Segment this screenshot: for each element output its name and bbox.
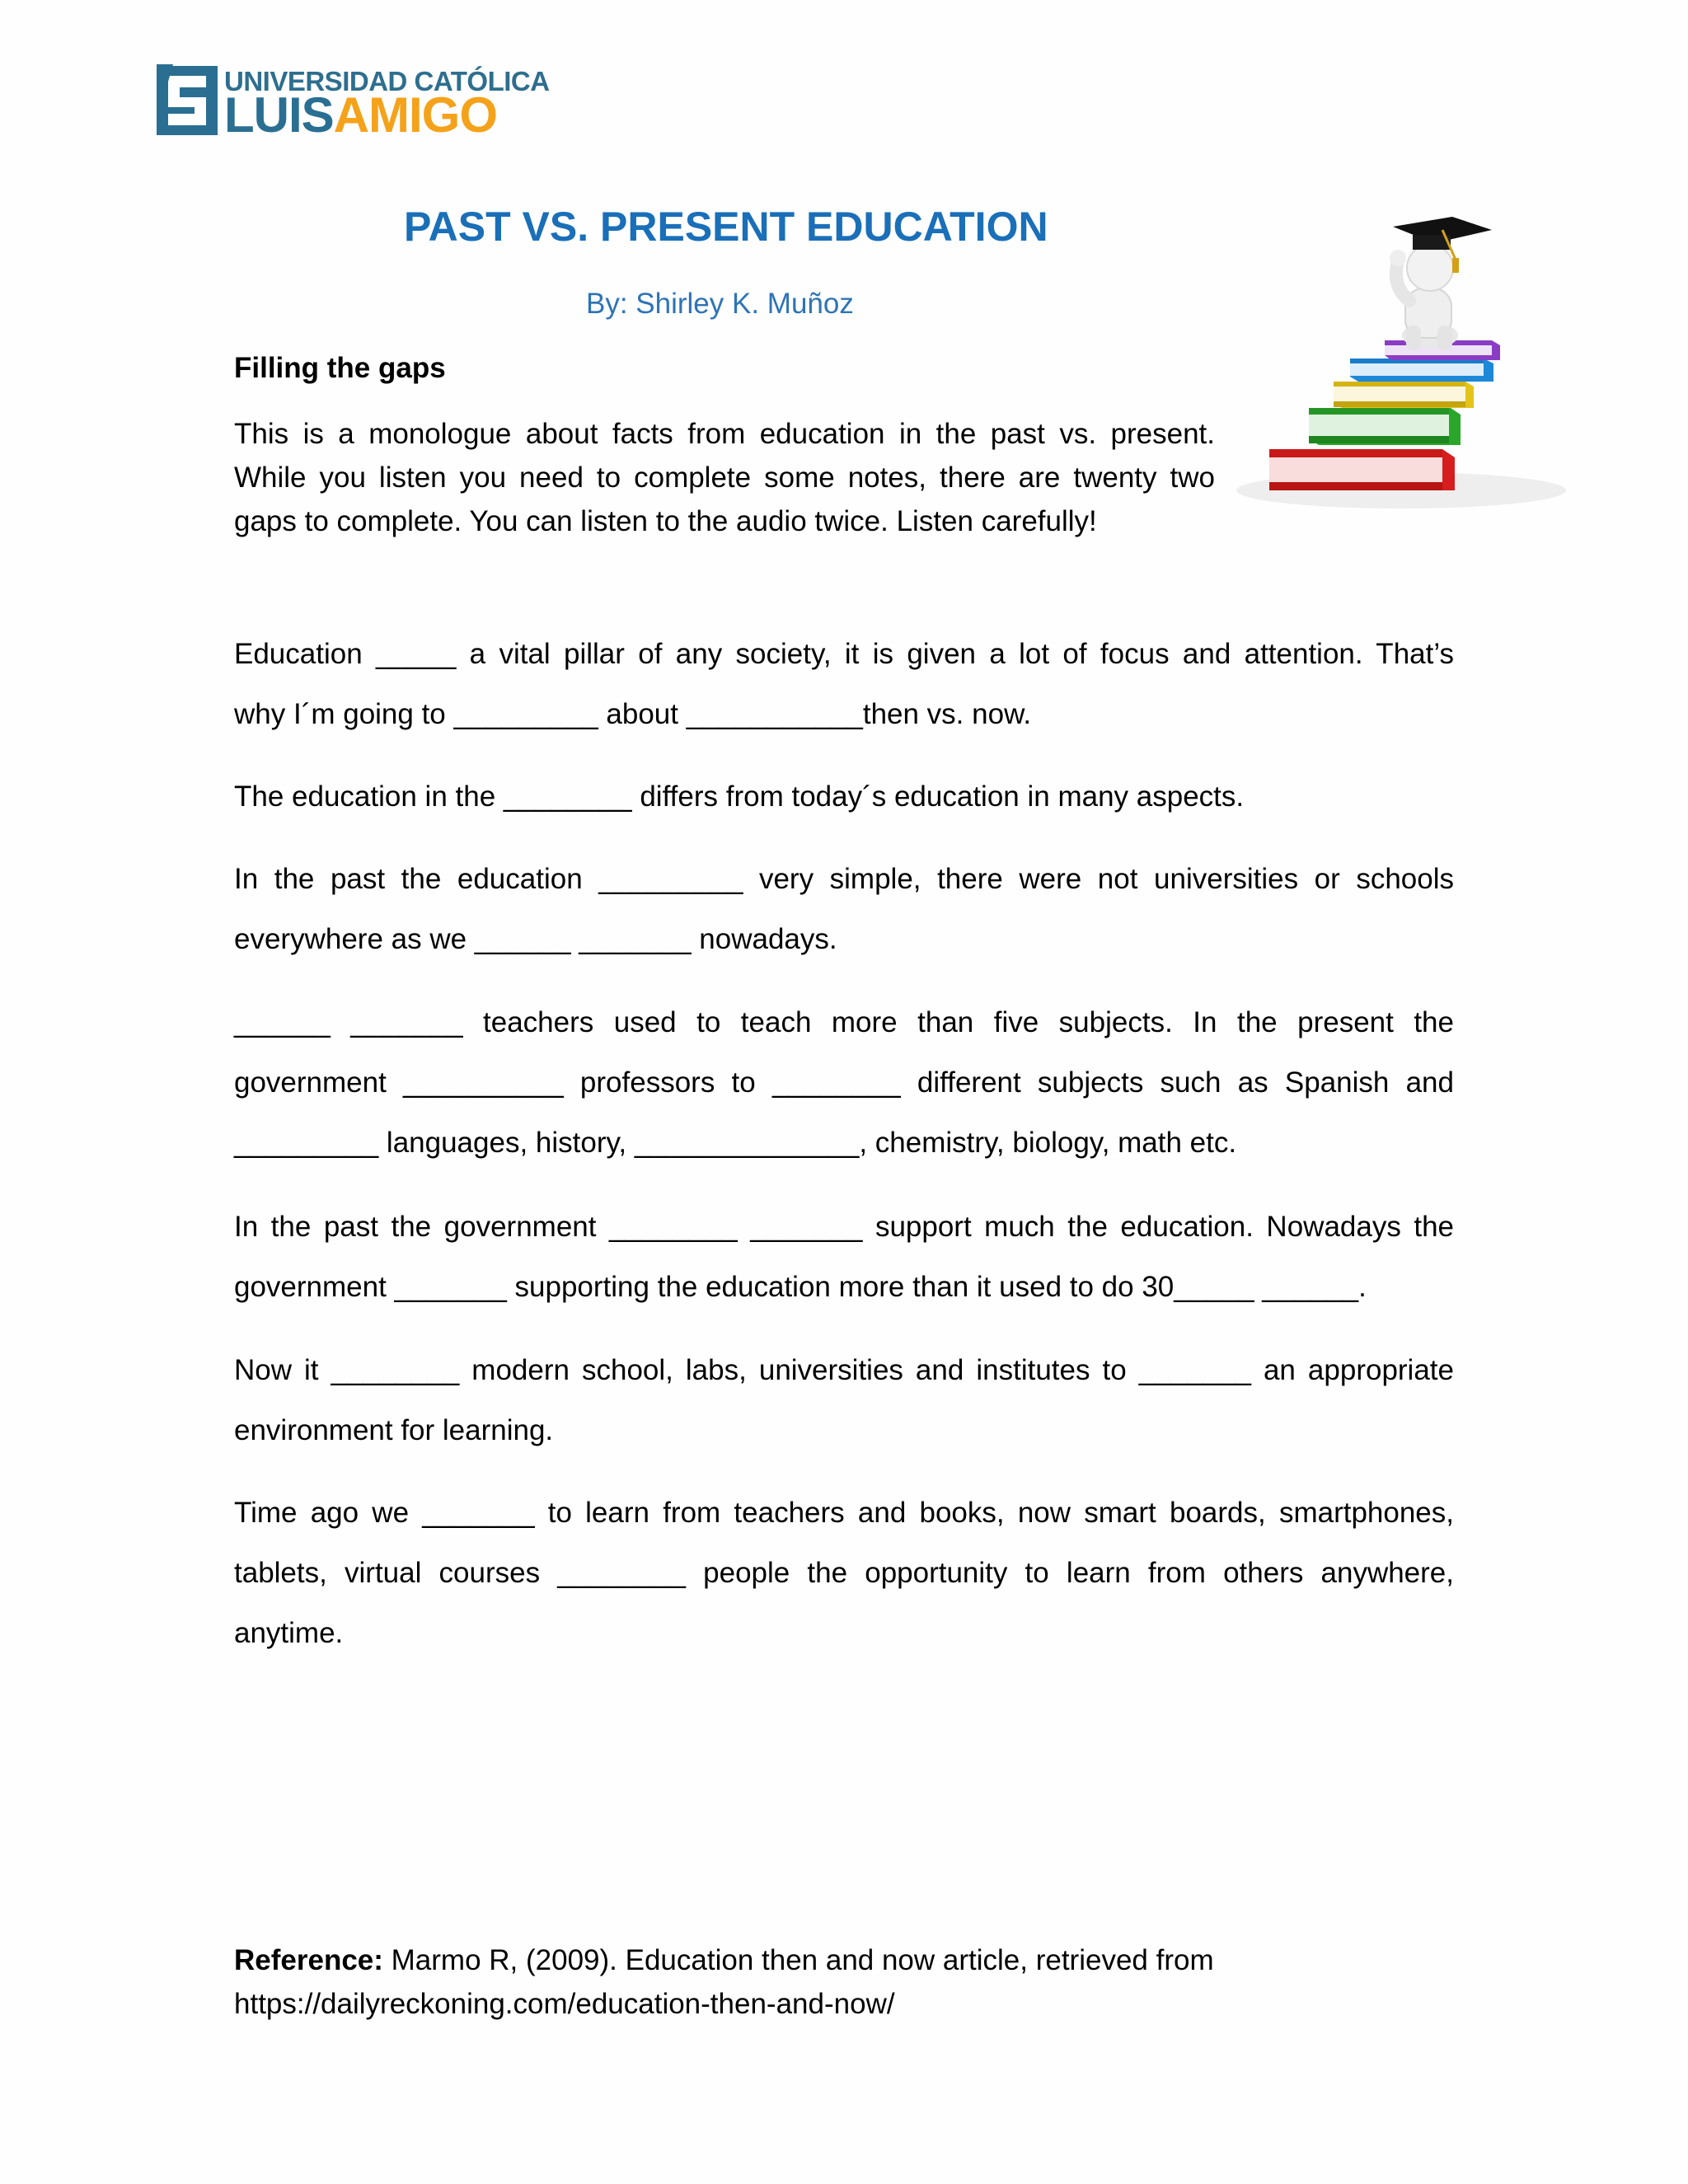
- text-line: government _______ supporting the education more than it used to do 30_____ ______.: [234, 1271, 1367, 1303]
- text-line: why I´m going to _________ about ___________then vs. now.: [234, 698, 1032, 730]
- paragraph-4: [234, 992, 1454, 1173]
- logo-name-luis: LUIS: [224, 87, 334, 143]
- intro-line: This is a monologue about facts from education in the past vs. present.: [234, 418, 1215, 450]
- text-line: Time ago we _______ to learn from teachers and books, now smart boards, smartphones,: [234, 1497, 1454, 1529]
- intro-paragraph: [234, 412, 1215, 543]
- logo-university-text: UNIVERSIDAD CATÓLICA: [224, 66, 550, 96]
- reference-url[interactable]: https://dailyreckoning.com/education-then-and-now/: [234, 1988, 895, 2020]
- text-line: In the past the education _________ very simple, there were not universities or schools: [234, 863, 1454, 895]
- paragraph-6: [234, 1340, 1454, 1460]
- document-title: PAST VS. PRESENT EDUCATION: [404, 204, 1048, 250]
- text-line: The education in the ________ differs from today´s education in many aspects.: [234, 780, 1245, 813]
- intro-line: While you listen you need to complete some notes, there are twenty two: [234, 462, 1215, 494]
- paragraph-3: [234, 849, 1454, 969]
- graduate-on-books-illustration: [1236, 210, 1582, 515]
- logo-slash-icon: [157, 64, 173, 87]
- intro-line: gaps to complete. You can listen to the audio twice. Listen carefully!: [234, 505, 1097, 537]
- text-line: Education _____ a vital pillar of any society, it is given a lot of focus and attention. That’s: [234, 638, 1454, 670]
- text-line: everywhere as we ______ _______ nowadays.: [234, 923, 837, 955]
- reference: [234, 1938, 1470, 2026]
- text-line: environment for learning.: [234, 1414, 554, 1446]
- university-logo: [157, 64, 569, 143]
- text-line: Now it ________ modern school, labs, universities and institutes to _______ an appropriate: [234, 1354, 1454, 1386]
- text-line: ______ _______ teachers used to teach more than five subjects. In the present the: [234, 1006, 1454, 1038]
- paragraph-7: [234, 1483, 1454, 1663]
- paragraph-2: [234, 766, 1454, 827]
- logo-name: [224, 87, 497, 143]
- text-line: tablets, virtual courses ________ people the opportunity to learn from others anywhere,: [234, 1557, 1454, 1589]
- document-byline: By: Shirley K. Muñoz: [586, 288, 854, 320]
- section-heading: Filling the gaps: [234, 352, 446, 384]
- reference-text: Marmo R, (2009). Education then and now article, retrieved from: [382, 1944, 1214, 1976]
- text-line: anytime.: [234, 1617, 344, 1649]
- paragraph-1: [234, 624, 1454, 744]
- text-line: _________ languages, history, ______________, chemistry, biology, math etc.: [234, 1127, 1237, 1159]
- reference-label: Reference:: [234, 1944, 383, 1976]
- text-line: government __________ professors to ________ different subjects such as Spanish and: [234, 1066, 1454, 1099]
- logo-name-amigo: AMIGO: [333, 87, 497, 143]
- text-line: In the past the government ________ _______ support much the education. Nowadays the: [234, 1211, 1454, 1243]
- paragraph-5: [234, 1197, 1454, 1317]
